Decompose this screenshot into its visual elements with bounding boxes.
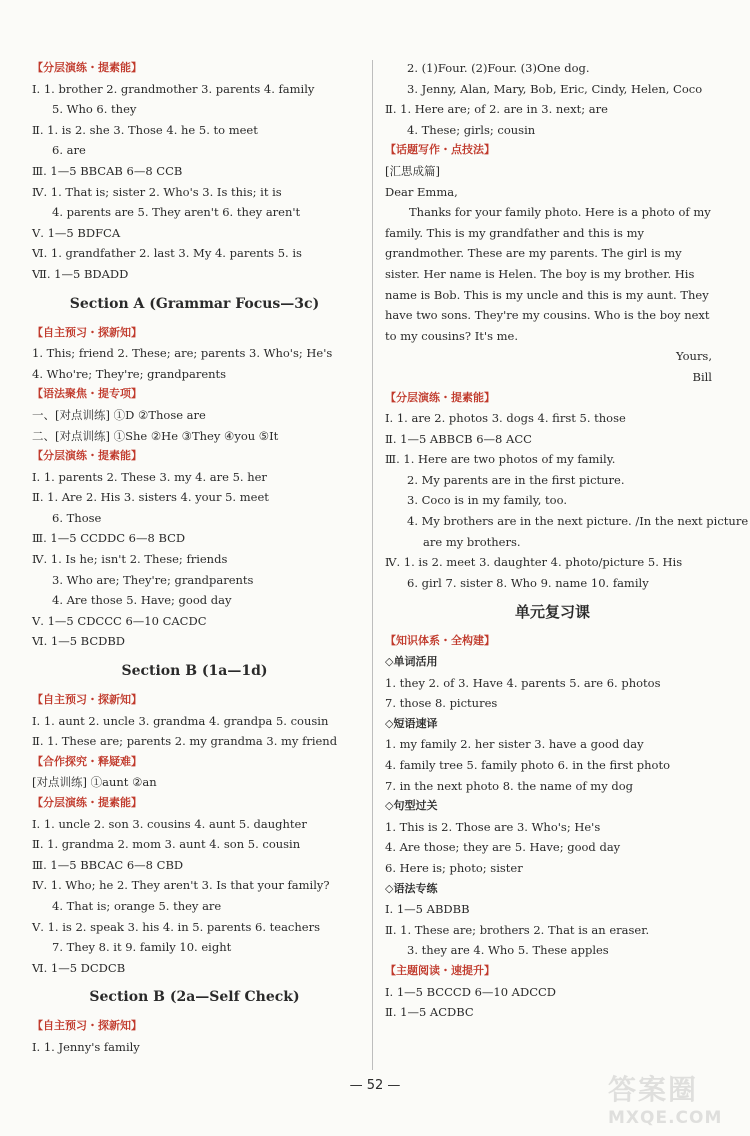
answer-line: 6. are [52, 143, 86, 158]
answer-line: Ⅳ. 1. That is; sister 2. Who's 3. Is this; it is [32, 184, 282, 199]
answer-line: Ⅱ. 1. These are; parents 2. my grandma 3. my friend [32, 734, 338, 749]
answer-line: 7. They 8. it 9. family 10. eight [52, 940, 232, 955]
answer-line: 4. That is; orange 5. they are [52, 898, 222, 913]
answer-line: 2. (1)Four. (2)Four. (3)One dog. [407, 61, 590, 75]
sub-heading: ◇语法专练 [385, 881, 438, 895]
answer-line: Ⅱ. 1—5 ABBCB 6—8 ACC [385, 431, 532, 446]
section-heading: 【分层演练・提素能】 [32, 796, 142, 809]
answer-line: 4. My brothers are in the next picture. /In the next picture [407, 514, 749, 529]
section-heading: 【分层演练・提素能】 [385, 390, 495, 404]
answer-line: Ⅰ. 1. uncle 2. son 3. cousins 4. aunt 5. daughter [32, 816, 307, 831]
section-title: Section B (1a—1d) [121, 663, 268, 680]
answer-line: Ⅰ. 1—5 ABDBB [385, 902, 470, 917]
answer-line: 3. Jenny, Alan, Mary, Bob, Eric, Cindy, Helen, Coco [407, 81, 703, 96]
answer-line: Ⅰ. 1. brother 2. grandmother 3. parents 4. family [32, 81, 315, 96]
sub-heading: ◇短语速译 [385, 716, 438, 730]
answer-line: are my brothers. [423, 534, 521, 549]
answer-line: 3. Coco is in my family, too. [407, 493, 567, 508]
section-heading: 【分层演练・提素能】 [32, 449, 142, 463]
answer-line: Ⅴ. 1. is 2. speak 3. his 4. in 5. parents 6. teachers [32, 919, 320, 934]
column-divider [372, 60, 373, 1070]
answer-line: Ⅴ. 1—5 BDFCA [32, 225, 121, 240]
answer-line: 4. parents are 5. They aren't 6. they aren't [52, 205, 301, 220]
section-heading: 【话题写作・点技法】 [385, 143, 495, 157]
answer-line: Ⅱ. 1—5 ACDBC [385, 1005, 474, 1020]
answer-line: 1. This is 2. Those are 3. Who's; He's [385, 819, 601, 834]
section-heading: 【合作探究・释疑难】 [32, 754, 142, 768]
answer-line: 1. they 2. of 3. Have 4. parents 5. are 6. photos [385, 675, 661, 690]
answer-line: 6. Here is; photo; sister [385, 860, 523, 875]
answer-line: Ⅰ. 1—5 BCCCD 6—10 ADCCD [385, 984, 557, 999]
answer-line: 6. girl 7. sister 8. Who 9. name 10. family [407, 575, 649, 590]
answer-line: Ⅰ. 1. parents 2. These 3. my 4. are 5. her [32, 469, 267, 484]
answer-line: Ⅵ. 1. grandfather 2. last 3. My 4. parents 5. is [32, 246, 302, 261]
answer-line: [汇思成篇] [385, 163, 440, 178]
section-heading: 【语法聚焦・提专项】 [32, 387, 142, 401]
answer-line: 2. My parents are in the first picture. [407, 472, 625, 487]
answer-line: 4. family tree 5. family photo 6. in the first photo [385, 758, 671, 772]
answer-line: Ⅲ. 1—5 BBCAB 6—8 CCB [32, 163, 183, 178]
answer-line: Ⅲ. 1. Here are two photos of my family. [385, 452, 616, 467]
answer-line: Ⅵ. 1—5 BCDBD [32, 634, 126, 649]
answer-line: 3. Who are; They're; grandparents [52, 572, 254, 587]
sub-heading: ◇单词活用 [385, 655, 438, 669]
answer-line: Ⅳ. 1. is 2. meet 3. daughter 4. photo/picture 5. His [385, 555, 683, 570]
answer-line: Ⅱ. 1. Here are; of 2. are in 3. next; are [385, 102, 608, 117]
answer-line: Ⅰ. 1. are 2. photos 3. dogs 4. first 5. those [385, 411, 626, 426]
answer-line: 1. my family 2. her sister 3. have a good day [385, 737, 644, 752]
answer-line: 4. Are those 5. Have; good day [52, 593, 232, 608]
letter-paragraph: Thanks for your family photo. Here is a photo of my family. This is my grandfather and this is my grandmother. These are my parents. The girl is my sister. Her name is Helen. The boy is my brother. His name is Bob. This is my uncle and this is my aunt. They have two sons. They're my cousins. Who is the boy next to my cousins? It's me. [385, 205, 711, 343]
answer-line: Ⅱ. 1. is 2. she 3. Those 4. he 5. to meet [32, 122, 258, 137]
answer-line: Ⅳ. 1. Is he; isn't 2. These; friends [32, 552, 228, 567]
answer-line: Ⅳ. 1. Who; he 2. They aren't 3. Is that your family? [32, 878, 330, 893]
section-title: Section B (2a—Self Check) [89, 989, 300, 1006]
unit-title: 单元复习课 [514, 603, 590, 622]
answer-line: 4. Who're; They're; grandparents [32, 366, 227, 381]
answer-line: Ⅱ. 1. Are 2. His 3. sisters 4. your 5. meet [32, 490, 269, 505]
answer-line: Ⅶ. 1—5 BDADD [32, 266, 129, 281]
answer-line: 一、[对点训练] ①D ②Those are [32, 407, 206, 422]
section-heading: 【自主预习・探新知】 [32, 1019, 142, 1033]
letter-signoff: Bill [692, 369, 712, 384]
watermark-logo [608, 1068, 728, 1128]
answer-line: Dear Emma, [385, 184, 458, 199]
answer-line: 7. those 8. pictures [385, 696, 498, 711]
answer-line: 1. This; friend 2. These; are; parents 3. Who's; He's [32, 346, 333, 361]
answer-line: 6. Those [52, 510, 102, 525]
answer-line: Ⅰ. 1. aunt 2. uncle 3. grandma 4. grandpa 5. cousin [32, 713, 329, 728]
letter-signoff: Yours, [676, 349, 712, 364]
answer-line: Ⅱ. 1. grandma 2. mom 3. aunt 4. son 5. cousin [32, 837, 301, 852]
sub-heading: ◇句型过关 [385, 799, 438, 813]
answer-line: [对点训练] ①aunt ②an [32, 775, 157, 790]
answer-line: Ⅲ. 1—5 BBCAC 6—8 CBD [32, 857, 184, 872]
section-heading: 【自主预习・探新知】 [32, 325, 142, 339]
answer-line: 4. These; girls; cousin [407, 122, 536, 137]
section-heading: 【知识体系・全构建】 [385, 634, 495, 648]
answer-line: 二、[对点训练] ①She ②He ③They ④you ⑤It [32, 428, 279, 443]
watermark-line2: MXQE.COM [608, 1108, 723, 1128]
answer-line: Ⅰ. 1. Jenny's family [32, 1039, 140, 1054]
answer-line: 5. Who 6. they [52, 102, 137, 117]
answer-line: Ⅲ. 1—5 CCDDC 6—8 BCD [32, 531, 186, 546]
answer-line: 4. Are those; they are 5. Have; good day [385, 840, 621, 855]
page-number: — 52 — [349, 1078, 401, 1093]
answer-line: Ⅵ. 1—5 DCDCB [32, 960, 126, 975]
section-heading: 【分层演练・提素能】 [32, 61, 142, 74]
section-title: Section A (Grammar Focus—3c) [69, 295, 320, 312]
section-heading: 【主题阅读・速提升】 [385, 963, 495, 977]
answer-line: 7. in the next photo 8. the name of my dog [385, 778, 634, 793]
answer-line: 3. they are 4. Who 5. These apples [407, 943, 609, 958]
answer-line: Ⅱ. 1. These are; brothers 2. That is an eraser. [385, 922, 650, 937]
section-heading: 【自主预习・探新知】 [32, 693, 142, 707]
answer-line: Ⅴ. 1—5 CDCCC 6—10 CACDC [32, 613, 207, 628]
watermark-line1: 答案圈 [608, 1073, 699, 1106]
left-column [32, 58, 357, 1058]
right-column [385, 58, 749, 1023]
